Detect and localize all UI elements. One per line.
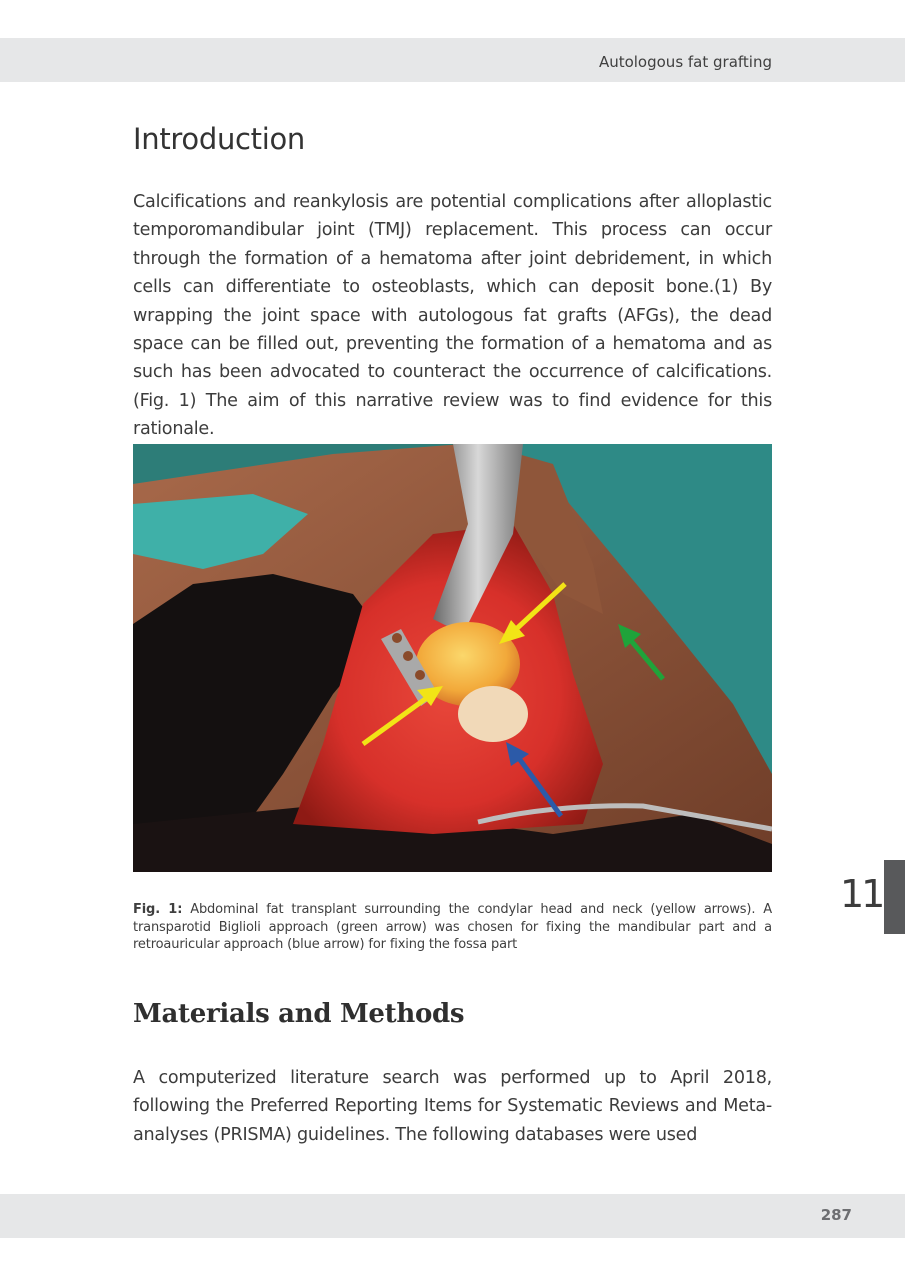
figure-label: Fig. 1: — [133, 902, 183, 917]
page-number: 287 — [820, 1206, 852, 1224]
screw — [392, 633, 402, 643]
figure-caption — [133, 901, 772, 954]
surgical-photo-figure — [133, 444, 772, 872]
footer-band — [0, 1194, 905, 1238]
fossa-tissue — [458, 686, 528, 742]
figure-caption-text: Abdominal fat transplant surrounding the condylar head and neck (yellow arrows). A transparotid Biglioli approach (green arrow) was chosen for fixing the mandibular part and a retroauricular approach (blue arrow) for fixing the fossa part — [133, 902, 773, 953]
running-title: Autologous fat grafting — [598, 53, 772, 71]
methods-paragraph: A computerized literature search was performed up to April 2018, following the Preferred Reporting Items for Systematic Reviews and Meta-analyses (PRISMA) guidelines. The following databases were used — [133, 1068, 772, 1145]
screw — [403, 651, 413, 661]
screw — [415, 670, 425, 680]
chapter-number: 11 — [840, 872, 883, 916]
surgical-photo — [133, 444, 772, 872]
methods-heading: Materials and Methods — [133, 999, 465, 1029]
introduction-paragraph: Calcifications and reankylosis are potential complications after alloplastic temporomandibular joint (TMJ) replacement. This process can occur through the formation of a hematoma after joint debridement, in which cells can differentiate to osteoblasts, which can deposit bone.(1) By wrapping the joint space with autologous fat grafts (AFGs), the dead space can be filled out, preventing the formation of a hematoma and as such has been advocated to counteract the occurrence of calcifications.(Fig. 1) The aim of this narrative review was to find evidence for this rationale. — [133, 192, 772, 440]
introduction-heading: Introduction — [133, 122, 306, 156]
chapter-tab-marker — [884, 860, 905, 934]
